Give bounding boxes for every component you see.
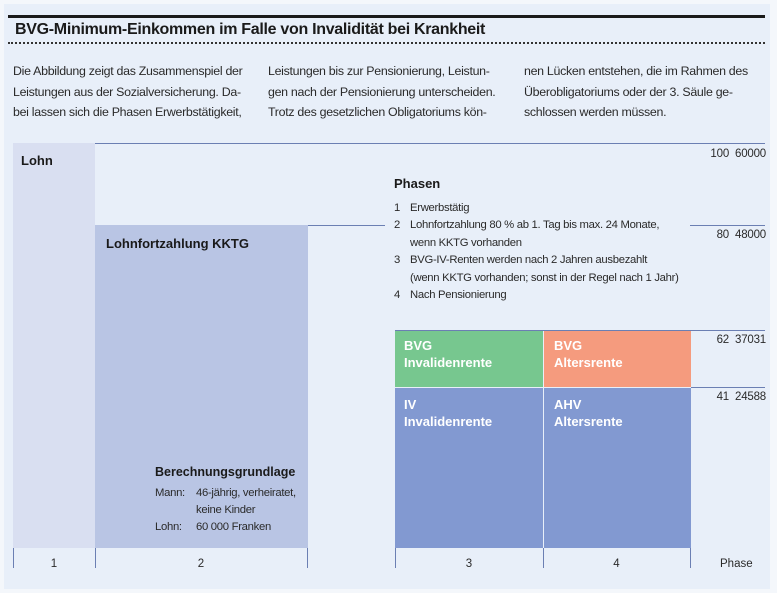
block-label: IV [404, 397, 417, 412]
phase-tick [307, 548, 308, 568]
intro-column-3 [524, 61, 772, 123]
phase-item [394, 252, 679, 269]
phase-num: 2 [394, 219, 400, 232]
phase-number-3: 3 [465, 558, 473, 570]
phase-num: 4 [394, 289, 400, 302]
dotted-divider [8, 42, 765, 44]
lohn-label: Lohn [21, 153, 53, 168]
kktg-label: Lohnfortzahlung KKTG [106, 236, 249, 251]
phasen-list [394, 200, 679, 304]
block-label: BVG [554, 338, 583, 353]
phase-text: Lohnfortzahlung 80 % ab 1. Tag bis max. 24 Monate, [410, 219, 660, 232]
phase-text: Erwerbstätig [410, 202, 470, 214]
lohn-block [13, 143, 95, 548]
berechnung-key: Lohn: [155, 521, 182, 533]
phase-item [394, 217, 679, 234]
berechnung-row [155, 502, 296, 519]
berechnung-title: Berechnungsgrundlage [155, 465, 296, 479]
level-label-62: 62 37031 [716, 334, 766, 346]
block-label: Altersrente [554, 355, 623, 370]
berechnung-value: keine Kinder [196, 504, 256, 516]
level-label-100: 100 60000 [710, 148, 766, 160]
level-line-80-right [690, 225, 765, 226]
level-label-41: 41 24588 [716, 391, 766, 403]
intro-line: Trotz des gesetzlichen Obligatoriums kön- [268, 105, 487, 119]
phase-num: 1 [394, 202, 400, 214]
intro-line: Leistungen bis zur Pensionierung, Leistun- [268, 64, 490, 78]
block-label: Invalidenrente [404, 355, 493, 370]
intro-line: schlossen werden müssen. [524, 105, 667, 119]
intro-line: bei lassen sich die Phasen Erwerbstätigkeit, [13, 105, 242, 119]
page [4, 4, 770, 589]
intro-line: Überobligatoriums oder der 3. Säule ge- [524, 84, 733, 99]
intro-column-2 [268, 61, 516, 123]
berechnung-row [155, 519, 296, 536]
phase-text: (wenn KKTG vorhanden; sonst in der Regel nach 1 Jahr) [410, 271, 679, 284]
level-line-100 [13, 143, 765, 144]
phase-number-4: 4 [613, 558, 620, 570]
intro-line: nen Lücken entstehen, die im Rahmen des [524, 64, 748, 78]
intro-line: Leistungen aus der Sozialversicherung. Da- [13, 84, 241, 99]
level-label-80: 80 48000 [716, 229, 766, 241]
phase-item [394, 200, 679, 217]
phase-number-2: 2 [197, 558, 205, 570]
block-label: AHV [554, 397, 582, 412]
iv-invalidenrente-block [395, 388, 543, 548]
berechnung-value: 60 000 Franken [196, 521, 271, 533]
phase-number-1: 1 [50, 558, 58, 570]
berechnung-value: 46-jährig, verheiratet, [196, 487, 296, 499]
phase-text: BVG-IV-Renten werden nach 2 Jahren ausbezahlt [410, 254, 648, 267]
phase-text: Nach Pensionierung [410, 289, 507, 302]
berechnungsgrundlage [155, 465, 296, 536]
phase-num: 3 [394, 254, 400, 267]
block-label: BVG [404, 338, 433, 353]
title-rule [8, 15, 765, 18]
intro-column-1 [13, 61, 261, 123]
phase-text: wenn KKTG vorhanden [410, 236, 522, 249]
phase-axis-label: Phase [720, 558, 753, 570]
level-line-41 [691, 387, 765, 388]
block-label: Altersrente [554, 414, 623, 429]
intro-line: gen nach der Pensionierung unterscheiden. [268, 84, 496, 99]
berechnung-key [155, 502, 196, 519]
intro-line: Die Abbildung zeigt das Zusammenspiel der [13, 64, 243, 78]
phase-item-continuation [394, 235, 679, 252]
berechnung-row [155, 485, 296, 502]
phase-tick [690, 548, 691, 568]
phase-item [394, 287, 679, 304]
phase-item-continuation [394, 270, 679, 287]
ahv-altersrente-block [544, 388, 691, 548]
page-title: BVG-Minimum-Einkommen im Falle von Invalidität bei Krankheit [15, 21, 486, 38]
bvg-altersrente-block [544, 331, 691, 387]
phasen-title: Phasen [394, 176, 441, 191]
berechnung-key: Mann: [155, 487, 185, 499]
block-label: Invalidenrente [404, 414, 493, 429]
bvg-invalidenrente-block [395, 331, 543, 387]
